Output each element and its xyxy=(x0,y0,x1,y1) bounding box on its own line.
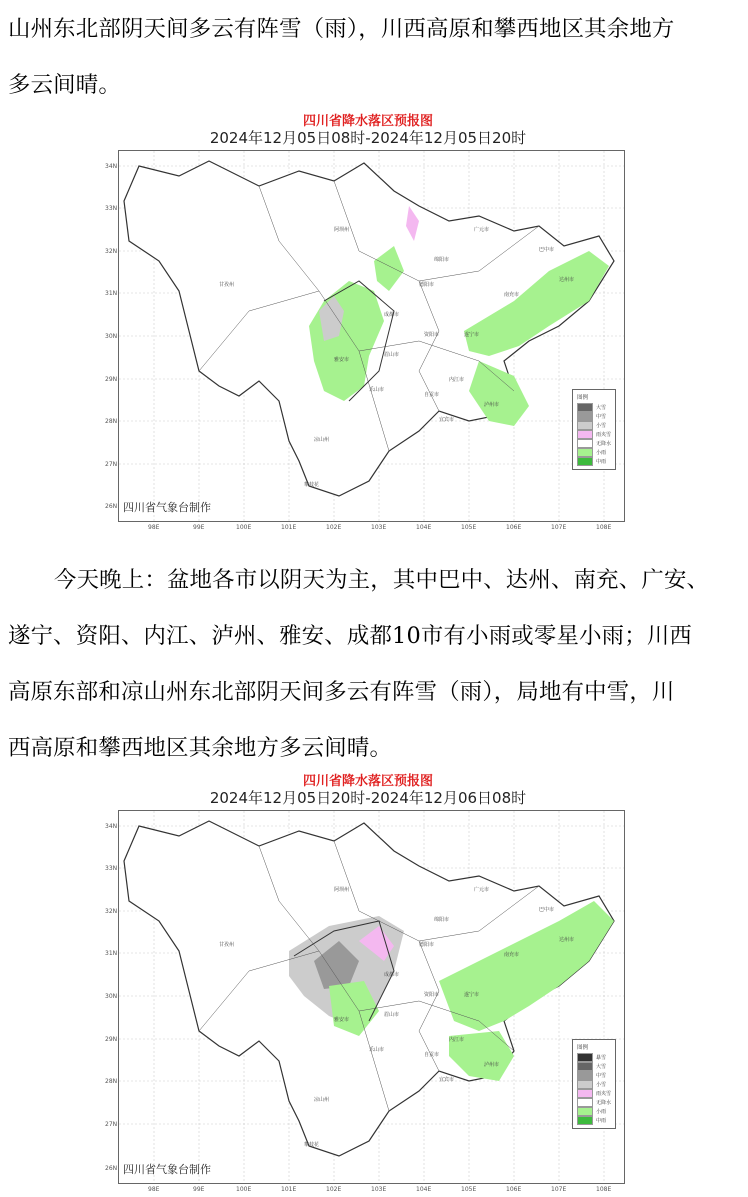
city-label: 眉山市 xyxy=(384,352,400,358)
city-label: 广元市 xyxy=(474,227,490,233)
legend-label: 小雨 xyxy=(595,450,606,456)
map-frame xyxy=(105,810,625,1193)
y-tick: 29N xyxy=(105,376,118,383)
legend-item xyxy=(577,1098,611,1107)
x-tick: 103E xyxy=(371,524,387,531)
x-tick: 102E xyxy=(326,1186,342,1193)
legend-item xyxy=(577,1062,611,1071)
precipitation-map-daytime xyxy=(98,110,638,530)
legend-label: 大雪 xyxy=(595,405,606,411)
legend-swatch xyxy=(577,403,593,412)
x-tick: 98E xyxy=(148,524,160,531)
city-label: 资阳市 xyxy=(424,992,440,998)
paragraph-line: 山州东北部阴天间多云有阵雪（雨），川西高原和攀西地区其余地方 xyxy=(8,16,675,42)
city-label: 攀枝花 xyxy=(304,1142,320,1148)
legend-label: 中雨 xyxy=(595,1118,606,1124)
city-label: 宜宾市 xyxy=(439,1077,455,1083)
city-label: 泸州市 xyxy=(484,1062,500,1068)
legend-swatch xyxy=(577,1071,593,1080)
y-tick: 27N xyxy=(105,1121,118,1128)
paragraph-line: 多云间晴。 xyxy=(8,72,121,98)
city-label: 自贡市 xyxy=(424,392,440,398)
sichuan-map-graphic xyxy=(119,151,624,521)
map-period: 2024年12月05日08时-2024年12月05日20时 xyxy=(209,129,527,147)
x-tick: 104E xyxy=(416,1186,432,1193)
city-label: 绵阳市 xyxy=(434,257,450,263)
y-tick: 34N xyxy=(105,163,118,170)
forecast-paragraph-daytime xyxy=(8,1,743,113)
city-label: 乐山市 xyxy=(369,387,385,393)
paragraph-line: 遂宁、资阳、内江、泸州、雅安、成都10市有小雨或零星小雨；川西 xyxy=(8,623,693,649)
city-label: 甘孜州 xyxy=(219,282,235,288)
legend-swatch xyxy=(577,1098,593,1107)
city-label: 凉山州 xyxy=(314,1097,330,1103)
legend-label: 雨夹雪 xyxy=(595,1091,611,1097)
city-label: 阿坝州 xyxy=(334,227,350,233)
map-legend xyxy=(572,1039,616,1129)
city-label: 达州市 xyxy=(559,937,575,943)
city-label: 成都市 xyxy=(384,972,400,978)
x-tick: 100E xyxy=(236,1186,252,1193)
city-label: 凉山州 xyxy=(314,437,330,443)
paragraph-line: 今天晚上：盆地各市以阴天为主，其中巴中、达州、南充、广安、 xyxy=(54,567,710,593)
city-label: 巴中市 xyxy=(539,247,555,253)
city-label: 德阳市 xyxy=(419,942,435,948)
legend-swatch xyxy=(577,1053,593,1062)
city-label: 绵阳市 xyxy=(434,917,450,923)
legend-item xyxy=(577,1071,611,1080)
city-label: 内江市 xyxy=(449,377,465,383)
legend-label: 小雨 xyxy=(595,1109,606,1115)
x-tick: 99E xyxy=(193,1186,205,1193)
legend-item xyxy=(577,1080,611,1089)
city-label: 阿坝州 xyxy=(334,887,350,893)
city-label: 甘孜州 xyxy=(219,942,235,948)
legend-label: 无降水 xyxy=(595,441,611,447)
city-label: 内江市 xyxy=(449,1037,465,1043)
x-tick: 106E xyxy=(506,524,522,531)
map-frame xyxy=(105,150,625,531)
city-label: 德阳市 xyxy=(419,282,435,288)
x-tick: 106E xyxy=(506,1186,522,1193)
x-tick: 103E xyxy=(371,1186,387,1193)
legend-item xyxy=(577,403,611,412)
legend-swatch xyxy=(577,1080,593,1089)
city-label: 宜宾市 xyxy=(439,417,455,423)
precipitation-map-tonight xyxy=(98,770,638,1195)
city-label: 雅安市 xyxy=(334,1017,350,1023)
legend-swatch xyxy=(577,430,593,439)
city-label: 遂宁市 xyxy=(464,992,480,998)
forecast-paragraph-tonight xyxy=(8,552,743,776)
city-label: 达州市 xyxy=(559,277,575,283)
y-tick: 30N xyxy=(105,993,118,1000)
x-tick: 101E xyxy=(281,1186,297,1193)
x-tick: 98E xyxy=(148,1186,160,1193)
y-tick: 27N xyxy=(105,461,118,468)
legend-title: 图例 xyxy=(576,1045,588,1051)
legend-label: 无降水 xyxy=(595,1100,611,1106)
legend-item xyxy=(577,421,611,430)
legend-label: 中雪 xyxy=(595,414,606,420)
y-tick: 30N xyxy=(105,333,118,340)
legend-label: 大雪 xyxy=(595,1064,606,1070)
sichuan-map-graphic xyxy=(119,811,624,1183)
x-tick: 107E xyxy=(551,524,567,531)
x-tick: 105E xyxy=(461,1186,477,1193)
y-tick: 26N xyxy=(105,1165,118,1172)
x-tick: 105E xyxy=(461,524,477,531)
legend-swatch xyxy=(577,421,593,430)
map-legend xyxy=(572,389,616,470)
legend-label: 暴雪 xyxy=(595,1055,606,1061)
y-tick: 26N xyxy=(105,503,118,510)
legend-swatch xyxy=(577,1116,593,1125)
city-label: 雅安市 xyxy=(334,357,350,363)
legend-item xyxy=(577,1053,611,1062)
city-label: 资阳市 xyxy=(424,332,440,338)
city-label: 广元市 xyxy=(474,887,490,893)
paragraph-line: 西高原和攀西地区其余地方多云间晴。 xyxy=(8,735,393,761)
y-tick: 32N xyxy=(105,908,118,915)
city-label: 巴中市 xyxy=(539,907,555,913)
legend-label: 中雨 xyxy=(595,459,606,465)
city-label: 乐山市 xyxy=(369,1047,385,1053)
map-credit: 四川省气象台制作 xyxy=(123,501,211,514)
city-label: 遂宁市 xyxy=(464,332,480,338)
x-tick: 102E xyxy=(326,524,342,531)
city-label: 攀枝花 xyxy=(304,482,320,488)
legend-label: 雨夹雪 xyxy=(595,432,611,438)
legend-item xyxy=(577,412,611,421)
y-tick: 34N xyxy=(105,823,118,830)
legend-swatch xyxy=(577,1089,593,1098)
legend-item xyxy=(577,448,611,457)
map-period: 2024年12月05日20时-2024年12月06日08时 xyxy=(209,789,527,807)
x-tick: 107E xyxy=(551,1186,567,1193)
legend-swatch xyxy=(577,412,593,421)
x-tick: 108E xyxy=(596,524,612,531)
legend-item xyxy=(577,1107,611,1116)
legend-swatch xyxy=(577,1062,593,1071)
legend-label: 小雪 xyxy=(595,423,606,429)
map-title: 四川省降水落区预报图 xyxy=(302,774,433,789)
city-label: 南充市 xyxy=(504,292,520,298)
city-label: 南充市 xyxy=(504,952,520,958)
legend-swatch xyxy=(577,457,593,466)
y-tick: 32N xyxy=(105,248,118,255)
y-tick: 33N xyxy=(105,205,118,212)
legend-swatch xyxy=(577,1107,593,1116)
legend-title: 图例 xyxy=(576,395,588,401)
legend-swatch xyxy=(577,439,593,448)
legend-label: 中雪 xyxy=(595,1073,606,1079)
y-tick: 31N xyxy=(105,290,118,297)
y-tick: 33N xyxy=(105,865,118,872)
x-tick: 100E xyxy=(236,524,252,531)
paragraph-line: 高原东部和凉山州东北部阴天间多云有阵雪（雨），局地有中雪，川 xyxy=(8,679,675,705)
city-label: 自贡市 xyxy=(424,1052,440,1058)
city-label: 眉山市 xyxy=(384,1012,400,1018)
legend-label: 小雪 xyxy=(595,1082,606,1088)
x-tick: 99E xyxy=(193,524,205,531)
legend-swatch xyxy=(577,448,593,457)
y-tick: 28N xyxy=(105,418,118,425)
map-title: 四川省降水落区预报图 xyxy=(302,114,433,129)
legend-item xyxy=(577,1089,611,1098)
x-tick: 108E xyxy=(596,1186,612,1193)
city-label: 泸州市 xyxy=(484,402,500,408)
y-tick: 29N xyxy=(105,1036,118,1043)
legend-item xyxy=(577,457,611,466)
x-tick: 104E xyxy=(416,524,432,531)
legend-item xyxy=(577,439,611,448)
city-label: 成都市 xyxy=(384,312,400,318)
y-tick: 28N xyxy=(105,1078,118,1085)
y-tick: 31N xyxy=(105,950,118,957)
x-tick: 101E xyxy=(281,524,297,531)
map-credit: 四川省气象台制作 xyxy=(123,1163,211,1176)
legend-item xyxy=(577,1116,611,1125)
legend-item xyxy=(577,430,611,439)
